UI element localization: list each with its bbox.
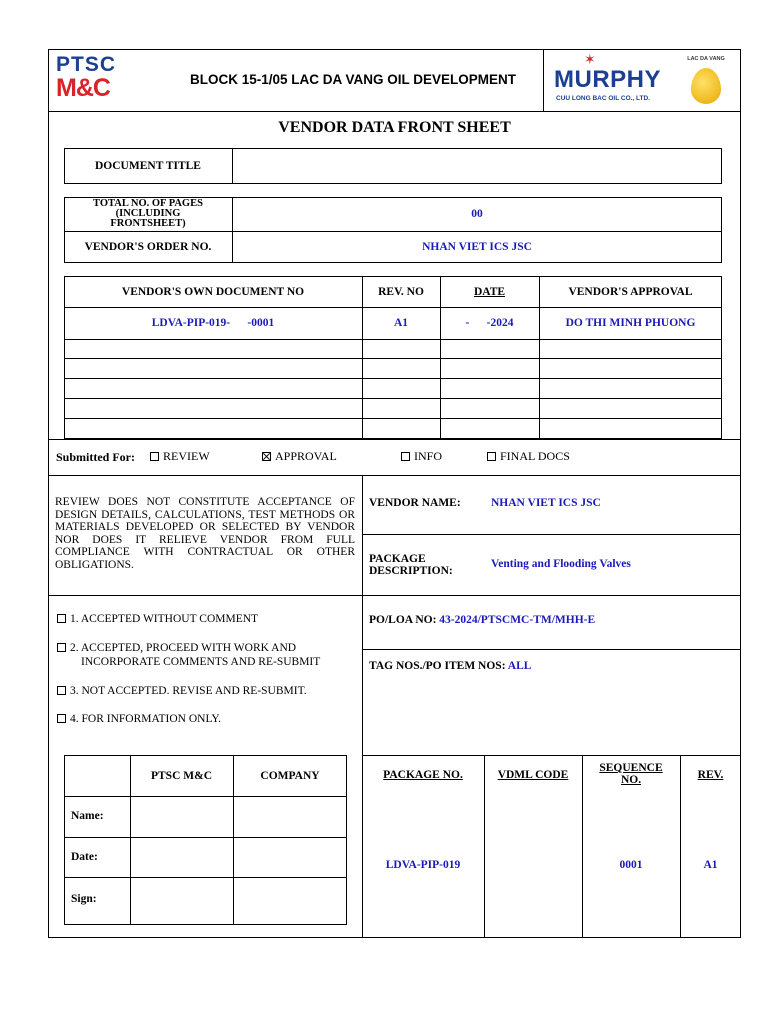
review-checkbox[interactable] bbox=[150, 452, 159, 461]
ptsc-logo-bottom: M&C bbox=[56, 74, 110, 102]
sign-row-date: Date: bbox=[71, 851, 98, 863]
final-docs-checkbox[interactable] bbox=[487, 452, 496, 461]
col-header-vendor-approval: VENDOR'S APPROVAL bbox=[568, 285, 693, 298]
murphy-logo bbox=[548, 52, 678, 108]
package-label-line-2: DESCRIPTION: bbox=[369, 565, 453, 577]
sheet-title: VENDOR DATA FRONT SHEET bbox=[278, 119, 511, 136]
package-no-header: PACKAGE NO. bbox=[383, 769, 463, 781]
vendor-name-row bbox=[369, 497, 734, 509]
col-header-date: DATE bbox=[473, 285, 506, 298]
vendor-order-value[interactable]: NHAN VIET ICS JSC bbox=[422, 241, 532, 253]
table-cell-doc-no[interactable]: LDVA-PIP-019- -0001 bbox=[151, 317, 275, 329]
ptsc-logo bbox=[56, 55, 136, 103]
rev-header: REV. bbox=[697, 769, 724, 781]
vendor-name-value[interactable]: NHAN VIET ICS JSC bbox=[491, 497, 601, 509]
tag-row bbox=[369, 660, 734, 672]
project-title: BLOCK 15-1/05 LAC DA VANG OIL DEVELOPMENT bbox=[189, 72, 517, 87]
sequence-no-header: SEQUENCE NO. bbox=[599, 762, 663, 786]
package-label-line-1: PACKAGE bbox=[369, 553, 426, 565]
vdml-code-value[interactable] bbox=[484, 850, 582, 880]
sign-col-ptsc: PTSC M&C bbox=[150, 769, 212, 782]
po-row bbox=[369, 614, 734, 626]
star-icon: ✶ bbox=[584, 53, 596, 68]
sequence-no-value[interactable]: 0001 bbox=[619, 859, 643, 871]
vendor-order-label: VENDOR'S ORDER NO. bbox=[84, 241, 212, 253]
review-option-2[interactable]: 2. ACCEPTED, PROCEED WITH WORK AND bbox=[57, 642, 296, 654]
sign-row-sign: Sign: bbox=[71, 893, 97, 905]
lac-da-vang-logo bbox=[684, 56, 728, 108]
lac-da-vang-logo-text: LAC DA VANG bbox=[687, 56, 725, 62]
table-cell-rev-no[interactable]: A1 bbox=[393, 317, 409, 329]
option-review[interactable]: REVIEW bbox=[150, 449, 210, 464]
option-final-docs[interactable]: FINAL DOCS bbox=[487, 449, 570, 464]
tag-value[interactable]: ALL bbox=[507, 660, 532, 672]
option-info[interactable]: INFO bbox=[401, 449, 442, 464]
ptsc-logo-top: PTSC bbox=[56, 53, 117, 76]
murphy-logo-subtitle: CUU LONG BAC OIL CO., LTD. bbox=[556, 95, 651, 102]
info-checkbox[interactable] bbox=[401, 452, 410, 461]
submitted-for-label: Submitted For: bbox=[56, 450, 135, 464]
review-option-1[interactable]: 1. ACCEPTED WITHOUT COMMENT bbox=[57, 613, 258, 625]
document-title-label: DOCUMENT TITLE bbox=[95, 160, 201, 172]
tag-label: TAG NOS./PO ITEM NOS: bbox=[369, 660, 506, 672]
option-approval[interactable]: APPROVAL bbox=[262, 449, 337, 464]
package-description-row bbox=[369, 553, 734, 577]
oil-drop-icon bbox=[691, 68, 721, 104]
col-header-doc-no: VENDOR'S OWN DOCUMENT NO bbox=[121, 285, 305, 298]
approval-checkbox[interactable] bbox=[262, 452, 271, 461]
table-cell-date[interactable]: - -2024 bbox=[465, 317, 514, 329]
submitted-for-row bbox=[56, 449, 736, 467]
vdml-code-header: VDML CODE bbox=[497, 769, 569, 781]
rev-value[interactable]: A1 bbox=[703, 859, 718, 871]
po-label: PO/LOA NO: bbox=[369, 614, 437, 626]
po-value[interactable]: 43-2024/PTSCMC-TM/MHH-E bbox=[439, 614, 596, 626]
option-2-checkbox[interactable] bbox=[57, 643, 66, 652]
col-header-rev-no: REV. NO bbox=[378, 285, 424, 298]
disclaimer-text: REVIEW DOES NOT CONSTITUTE ACCEPTANCE OF DESIGN DETAILS, CALCULATIONS, TEST METHODS OR MATERIALS DEVELOPED OR SELECTED BY VENDOR NOR DOES IT RELIEVE VENDOR FROM FULL COMPLIANCE WITH CONTRACTUAL OR OTHER OBLIGATIONS. bbox=[55, 496, 355, 571]
sign-col-company: COMPANY bbox=[260, 769, 320, 782]
review-option-4[interactable]: 4. FOR INFORMATION ONLY. bbox=[57, 713, 221, 725]
vendor-name-label: VENDOR NAME: bbox=[369, 497, 461, 509]
document-title-field[interactable] bbox=[232, 148, 722, 184]
total-pages-value[interactable]: 00 bbox=[471, 208, 483, 220]
sign-row-name: Name: bbox=[71, 810, 104, 822]
total-pages-label: TOTAL NO. OF PAGES (INCLUDING FRONTSHEET) bbox=[93, 198, 203, 229]
review-option-3[interactable]: 3. NOT ACCEPTED. REVISE AND RE-SUBMIT. bbox=[57, 685, 307, 697]
package-description-value[interactable]: Venting and Flooding Valves bbox=[491, 558, 631, 570]
review-option-2-line-2: INCORPORATE COMMENTS AND RE-SUBMIT bbox=[81, 656, 321, 668]
option-1-checkbox[interactable] bbox=[57, 614, 66, 623]
package-no-value[interactable]: LDVA-PIP-019 bbox=[385, 859, 461, 871]
table-cell-vendor-approval[interactable]: DO THI MINH PHUONG bbox=[565, 317, 696, 329]
murphy-logo-text: MURPHY bbox=[554, 66, 662, 93]
option-3-checkbox[interactable] bbox=[57, 686, 66, 695]
option-4-checkbox[interactable] bbox=[57, 714, 66, 723]
